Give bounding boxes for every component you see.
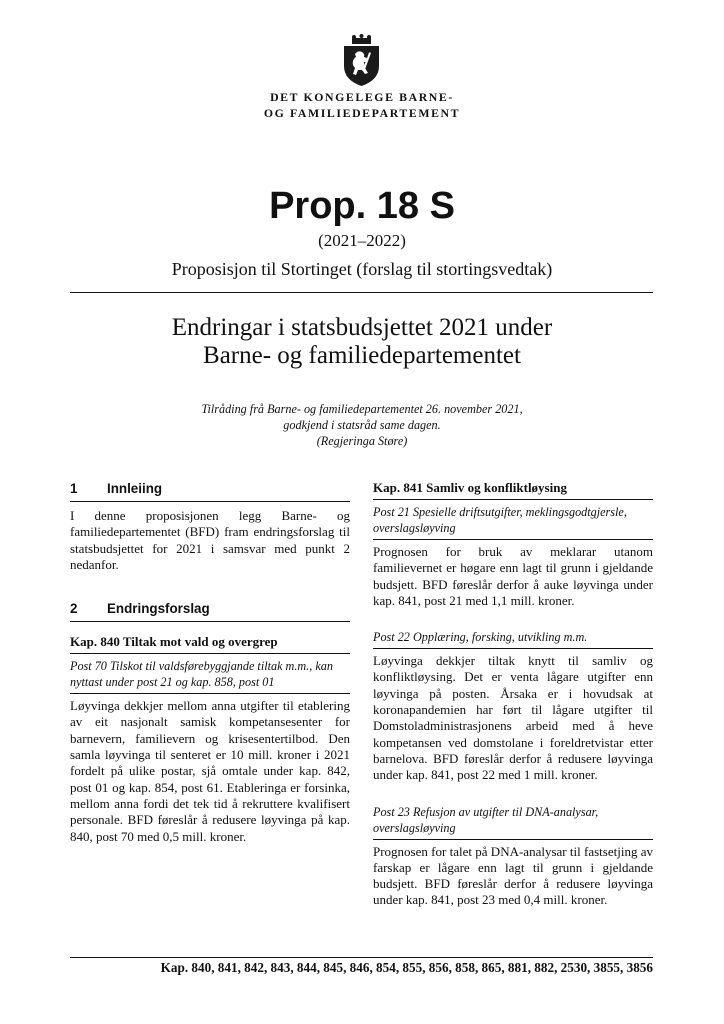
recommendation-line2: godkjend i statsråd same dagen. (283, 418, 441, 432)
recommendation-line1: Tilråding frå Barne- og familiedepartementet 26. november 2021, (201, 402, 523, 416)
section-number: 2 (70, 601, 78, 617)
section-title: Innleiing (107, 481, 163, 496)
post-22-heading: Post 22 Opplæring, forsking, utvikling m.m. (373, 629, 653, 649)
proposition-number: Prop. 18 S (269, 185, 455, 227)
kap-840-heading: Kap. 840 Tiltak mot vald og overgrep (70, 634, 350, 654)
document-title-line1: Endringar i statsbudsjettet 2021 under (171, 314, 553, 341)
document-title (0, 314, 724, 370)
crown-icon (352, 34, 371, 44)
footer-divider (70, 957, 653, 958)
post-23-paragraph: Prognosen for talet på DNA-analysar til fastsetjing av farskap er lågare enn lagt til grunn i gjeldande budsjett. BFD føreslår derfor å redusere løyvinga under kap. 841, post 23 med 0,4 mill. kroner. (373, 843, 653, 908)
proposition-subtitle: Proposisjon til Stortinget (forslag til stortingsvedtak) (171, 259, 553, 279)
post-22-paragraph: Løyvinga dekkjer tiltak knytt til samliv og konfliktløysing. Det er venta lågare utgifter enn løyvinga på posten. Årsaka er i hovudsak at koronapandemien har ført til lågare utgifter til Domstoladministrasjonens arbeid med å heve kompetansen ved domstolane i foreldretvistar etter barnelova. BFD føreslår derfor å redusere løyvinga under kap. 841, post 22 med 1 mill. kroner. (373, 653, 653, 783)
section-number: 1 (70, 481, 78, 496)
kap-841-heading: Kap. 841 Samliv og konfliktløysing (373, 480, 653, 500)
left-column (70, 480, 350, 845)
document-title-line2: Barne- og familiedepartementet (203, 342, 521, 369)
title-divider (70, 292, 653, 293)
post-21-heading: Post 21 Spesielle driftsutgifter, meklingsgodtgjersle, overslagsløyving (373, 504, 653, 540)
kap-840-post-70-heading: Post 70 Tilskot til valdsførebyggjande tiltak m.m., kan nyttast under post 21 og kap. 858, post 01 (70, 658, 350, 694)
intro-paragraph: I denne proposisjonen legg Barne- og familiedepartementet (BFD) fram endringsforslag til statsbudsjettet for 2021 i samsvar med punkt 2 nedanfor. (70, 508, 350, 572)
post-21-paragraph: Prognosen for bruk av meklarar utanom familievernet er høgare enn lagt til grunn i gjeldande budsjett. BFD føreslår derfor å auke løyvinga under kap. 841, post 21 med 1,1 mill. kroner. (373, 544, 653, 608)
ministry-name-line2: OG FAMILIEDEPARTEMENT (263, 106, 461, 120)
section-title: Endringsforslag (107, 601, 210, 617)
recommendation-line3: (Regjeringa Støre) (316, 434, 408, 448)
kap-840-paragraph: Løyvinga dekkjer mellom anna utgifter til etablering av eit nasjonalt samisk kompetansesenter for barnevern, familievern og krisesentertilbod. Den samla løyvinga til senteret er 10 mill. kroner i 2021 fordelt på ulike postar, sjå omtale under kap. 842, post 01 og kap. 854, post 61. Etableringa er forsinka, mellom anna fordi det tek tid å rekruttere kvalifisert personale. BFD føreslår å redusere løyvinga på kap. 840, post 70 med 0,5 mill. kroner. (70, 698, 350, 844)
session-years: (2021–2022) (318, 231, 406, 250)
recommendation-note (0, 401, 724, 449)
ministry-name-line1: DET KONGELEGE BARNE- (270, 90, 454, 104)
chapter-list: Kap. 840, 841, 842, 843, 844, 845, 846, 854, 855, 856, 858, 865, 881, 882, 2530, 3855, 3856 (160, 960, 653, 975)
section-heading-endringsforslag (70, 600, 350, 622)
right-column (373, 480, 653, 909)
coat-of-arms-logo (338, 34, 385, 88)
section-heading-innleiing (70, 480, 350, 502)
post-23-heading: Post 23 Refusjon av utgifter til DNA-analysar, overslagsløyving (373, 804, 653, 840)
